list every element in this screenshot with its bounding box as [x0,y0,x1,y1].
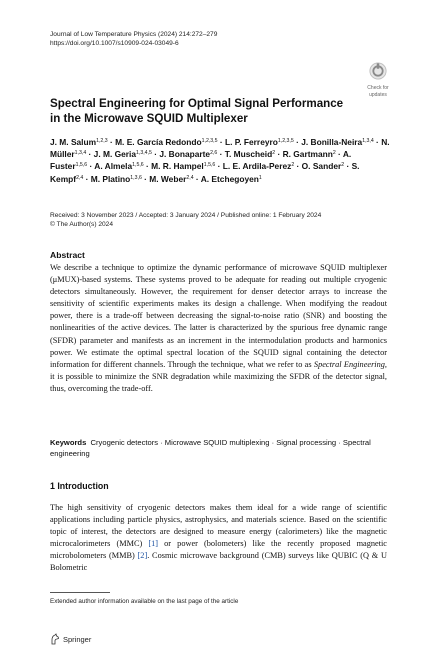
author-list: J. M. Salum$^{1,2,3}$ · M. E. García Redondo$^{1,2,3,5}$ · L. P. Ferreyro$^{1,2,3,5}$ · J. Bonilla-Neira$^{1,3,4}$ · N. Müller$^{1,3,4}$ · J. M. Geria$^{1,3,4,5}$ · J. Bonaparte$^{2,6}$ · T. Muscheid$^2$ · R. Gartmann$^2$ · A. Fuster$^{1,5,6}$ · A. Almela$^{1,5,6}$ · M. R. Hampel$^{1,5,6}$ · L. E. Ardila-Perez$^2$ · O. Sander$^2$ · S. Kempf$^{2,4}$ · M. Platino$^{1,3,6}$ · M. Weber$^{2,4}$ · A. Etchegoyen$^1$ [50,137,390,184]
publisher-name: Springer [63,634,92,644]
section-heading-introduction: 1 Introduction [50,481,109,491]
introduction-paragraph [50,502,387,575]
author-item [94,149,152,159]
footnote: Extended author information available on the last page of the article [50,598,239,605]
author-item [115,137,217,147]
journal-header [50,30,217,48]
reference-link-1[interactable]: [1] [148,539,159,549]
author-affiliation: 1,2,3,5 [201,138,218,144]
author-item [225,149,275,159]
title-line-1: Spectral Engineering for Optimal Signal Performance [50,97,344,110]
author-item [94,161,143,171]
intro-text-c: . Cosmic microwave background (CMB) surveys like QUBIC (Q & U Bolometric [50,551,387,573]
author-item [225,137,294,147]
abstract-text-a: We describe a technique to optimize the dynamic performance of microwave SQUID multiplexer (μMUX)-based systems. These systems proved to be adequate for reading out multiple cryogenic detectors simultaneously. However, the requirement for denser detector arrays to increase the sensitivity of scientific experiments makes its design a challenge. When modifying the readout power, there is a trade-off between decreasing the signal-to-noise ratio (SNR) and boosting the nonlinearities of the active devices. The latter is characterized by the spurious free dynamic range (SFDR) parameter and manifests as an increment in the intermodulation products and harmonics power. We estimate the optimal spectral location of the SQUID signal containing the detector information for different channels. Through the technique, what we refer to as [50,263,387,369]
author-item [301,137,374,147]
author-name[interactable]: J. M. Geria [93,149,137,160]
reference-link-2[interactable]: [2] [137,551,148,561]
abstract-body [50,262,387,395]
abstract-text-b: , it is possible to minimize the SNR degradation while maximizing the SFDR of the detector signal, thus, overcoming the trade-off. [50,359,387,393]
author-name[interactable]: J. Bonilla-Neira [301,137,363,147]
author-affiliation: 1,2,3 [96,138,108,144]
check-updates-icon [369,62,387,80]
author-name[interactable]: N. Müller [50,137,390,160]
author-name[interactable]: J. Bonaparte [159,149,211,160]
abstract-emphasis: Spectral Engineering [313,359,385,369]
check-updates-sublabel: updates [369,91,387,98]
author-item [159,149,217,159]
history-dates: Received: 3 November 2023 / Accepted: 3 January 2024 / Published online: 1 February 2024 [50,212,322,219]
keywords-text: Cryogenic detectors · Microwave SQUID multiplexing · Signal processing · Spectral engineering [50,438,371,459]
author-affiliation: 1,5,6 [75,162,88,169]
intro-text-a: The high sensitivity of cryogenic detectors makes them ideal for a wide range of scientific applications including particle physics, astrophysics, and materials science. Based on the scientific topic of interest, the detectors are designed to measure energy (calorimeters) like the magnetic microcalorimeters (MMC) [50,503,387,549]
author-name[interactable]: T. Muscheid [224,149,273,160]
keywords [50,437,387,460]
author-name[interactable]: O. Sander [301,161,342,172]
author-name[interactable]: A. Etchegoyen [200,173,259,184]
author-affiliation: 2 [332,150,336,157]
author-item [302,161,344,171]
check-for-updates-badge[interactable] [364,62,392,96]
author-affiliation: 2 [272,150,276,157]
publication-dates [50,211,390,229]
author-name[interactable]: A. Almela [94,161,133,172]
author-affiliation: 2 [291,162,295,169]
abstract-heading: Abstract [50,250,85,260]
author-affiliation: 1,2,3,5 [277,138,294,144]
publisher-mark [50,633,91,645]
author-affiliation: 1 [258,174,262,181]
author-affiliation: 1,5,6 [203,162,216,169]
author-item [50,137,108,147]
author-affiliation: 1,3,4 [74,150,87,157]
author-affiliation: 2,6 [210,150,218,157]
title-line-2: in the Microwave SQUID Multiplexer [50,112,248,125]
author-affiliation: 1,3,4 [362,138,374,144]
author-item [283,149,336,159]
author-name[interactable]: M. E. García Redondo [115,137,202,147]
author-item [223,161,294,171]
intro-text-b: or power (bolometers) like the recently proposed magnetic microbolometers (MMB) [50,539,387,561]
author-affiliation: 1,3,4,5 [136,150,152,157]
author-name[interactable]: M. Weber [149,173,187,184]
doi-link[interactable]: https://doi.org/10.1007/s10909-024-03049-6 [50,40,179,47]
author-name[interactable]: R. Gartmann [282,149,333,160]
author-name[interactable]: A. Fuster [50,149,352,172]
author-affiliation: 1,3,6 [130,174,142,181]
author-name[interactable]: M. Platino [90,173,131,184]
keywords-label: Keywords [50,438,87,447]
author-affiliation: 2 [341,162,345,169]
springer-horse-icon [50,633,60,645]
author-name[interactable]: S. Kempf [50,161,360,184]
author-item [91,174,142,184]
author-name[interactable]: L. P. Ferreyro [224,137,278,147]
copyright-line: © The Author(s) 2024 [50,221,114,228]
footnote-divider [50,592,110,593]
author-affiliation: 2,4 [186,174,194,181]
author-affiliation: 2,4 [76,174,84,181]
author-affiliation: 1,5,6 [132,162,144,169]
author-name[interactable]: M. R. Hampel [151,161,204,172]
author-item [149,174,193,184]
author-name[interactable]: J. M. Salum [50,137,97,147]
author-name[interactable]: L. E. Ardila-Perez [222,161,292,172]
paper-title [50,96,380,126]
author-item [151,161,215,171]
check-updates-label: Check for [367,85,389,91]
journal-citation: Journal of Low Temperature Physics (2024) 214:272–279 [50,31,218,38]
author-item [201,174,262,184]
